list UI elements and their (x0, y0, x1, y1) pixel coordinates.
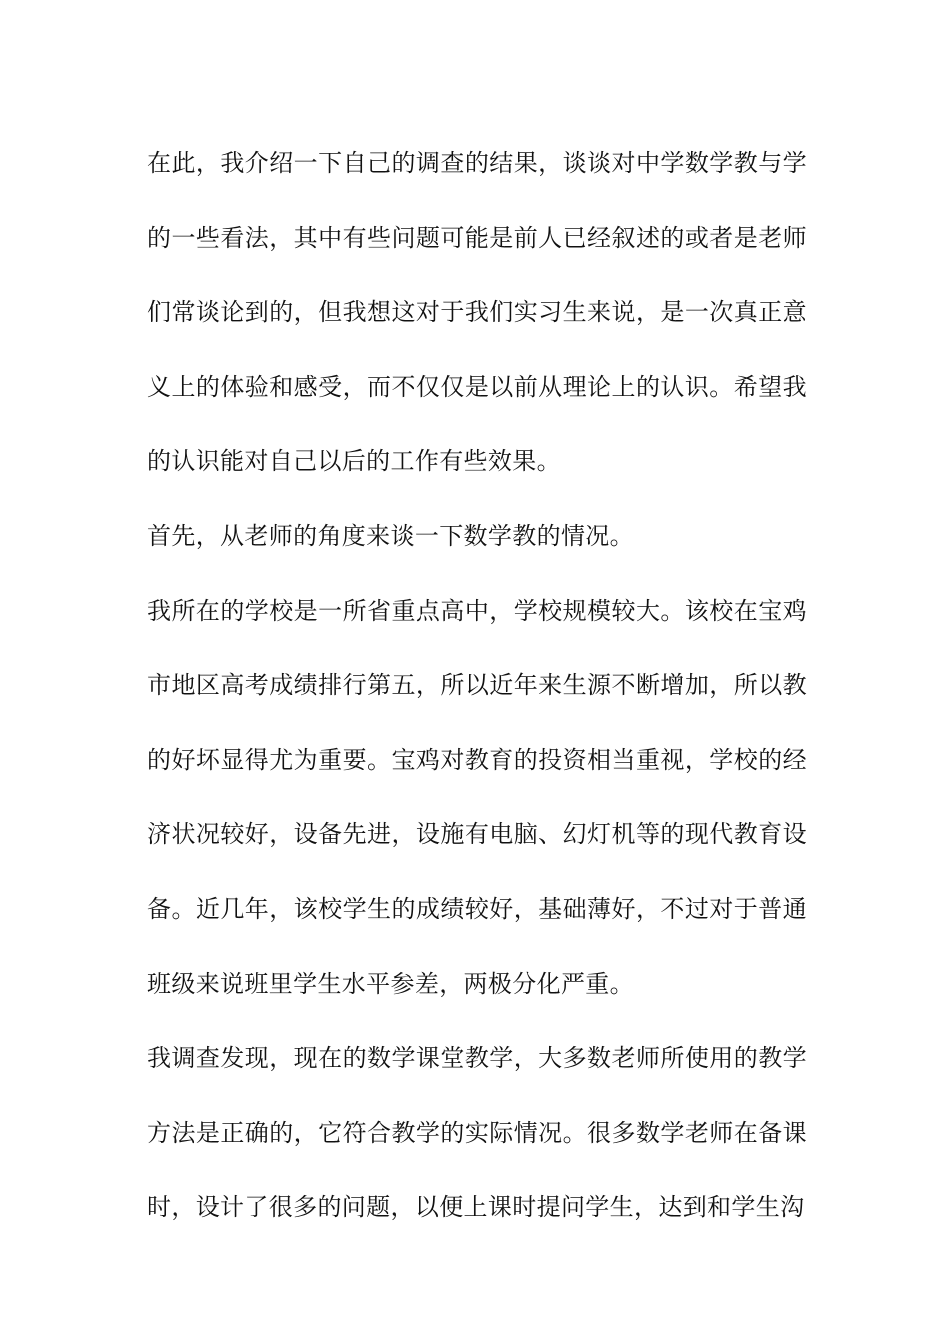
paragraph-2: 首先，从老师的角度来谈一下数学教的情况。 (147, 521, 634, 550)
paragraph-3: 我所在的学校是一所省重点高中，学校规模较大。该校在宝鸡市地区高考成绩排行第五，所以近年来生源不断增加，所以教的好坏显得尤为重要。宝鸡对教育的投资相当重视，学校的经济状况较好，设备先进，设施有电脑、幻灯机等的现代教育设备。近几年，该校学生的成绩较好，基础薄好，不过对于普通班级来说班里学生水平参差，两极分化严重。 (147, 596, 807, 998)
document-body (147, 126, 807, 1245)
paragraph-4: 我调查发现，现在的数学课堂教学，大多数老师所使用的教学方法是正确的，它符合教学的实际情况。很多数学老师在备课时，设计了很多的问题，以便上课时提问学生，达到和学生沟 (147, 1044, 807, 1222)
paragraph-1: 在此，我介绍一下自己的调查的结果，谈谈对中学数学教与学的一些看法，其中有些问题可能是前人已经叙述的或者是老师们常谈论到的，但我想这对于我们实习生来说，是一次真正意义上的体验和感受，而不仅仅是以前从理论上的认识。希望我的认识能对自己以后的工作有些效果。 (147, 149, 807, 476)
